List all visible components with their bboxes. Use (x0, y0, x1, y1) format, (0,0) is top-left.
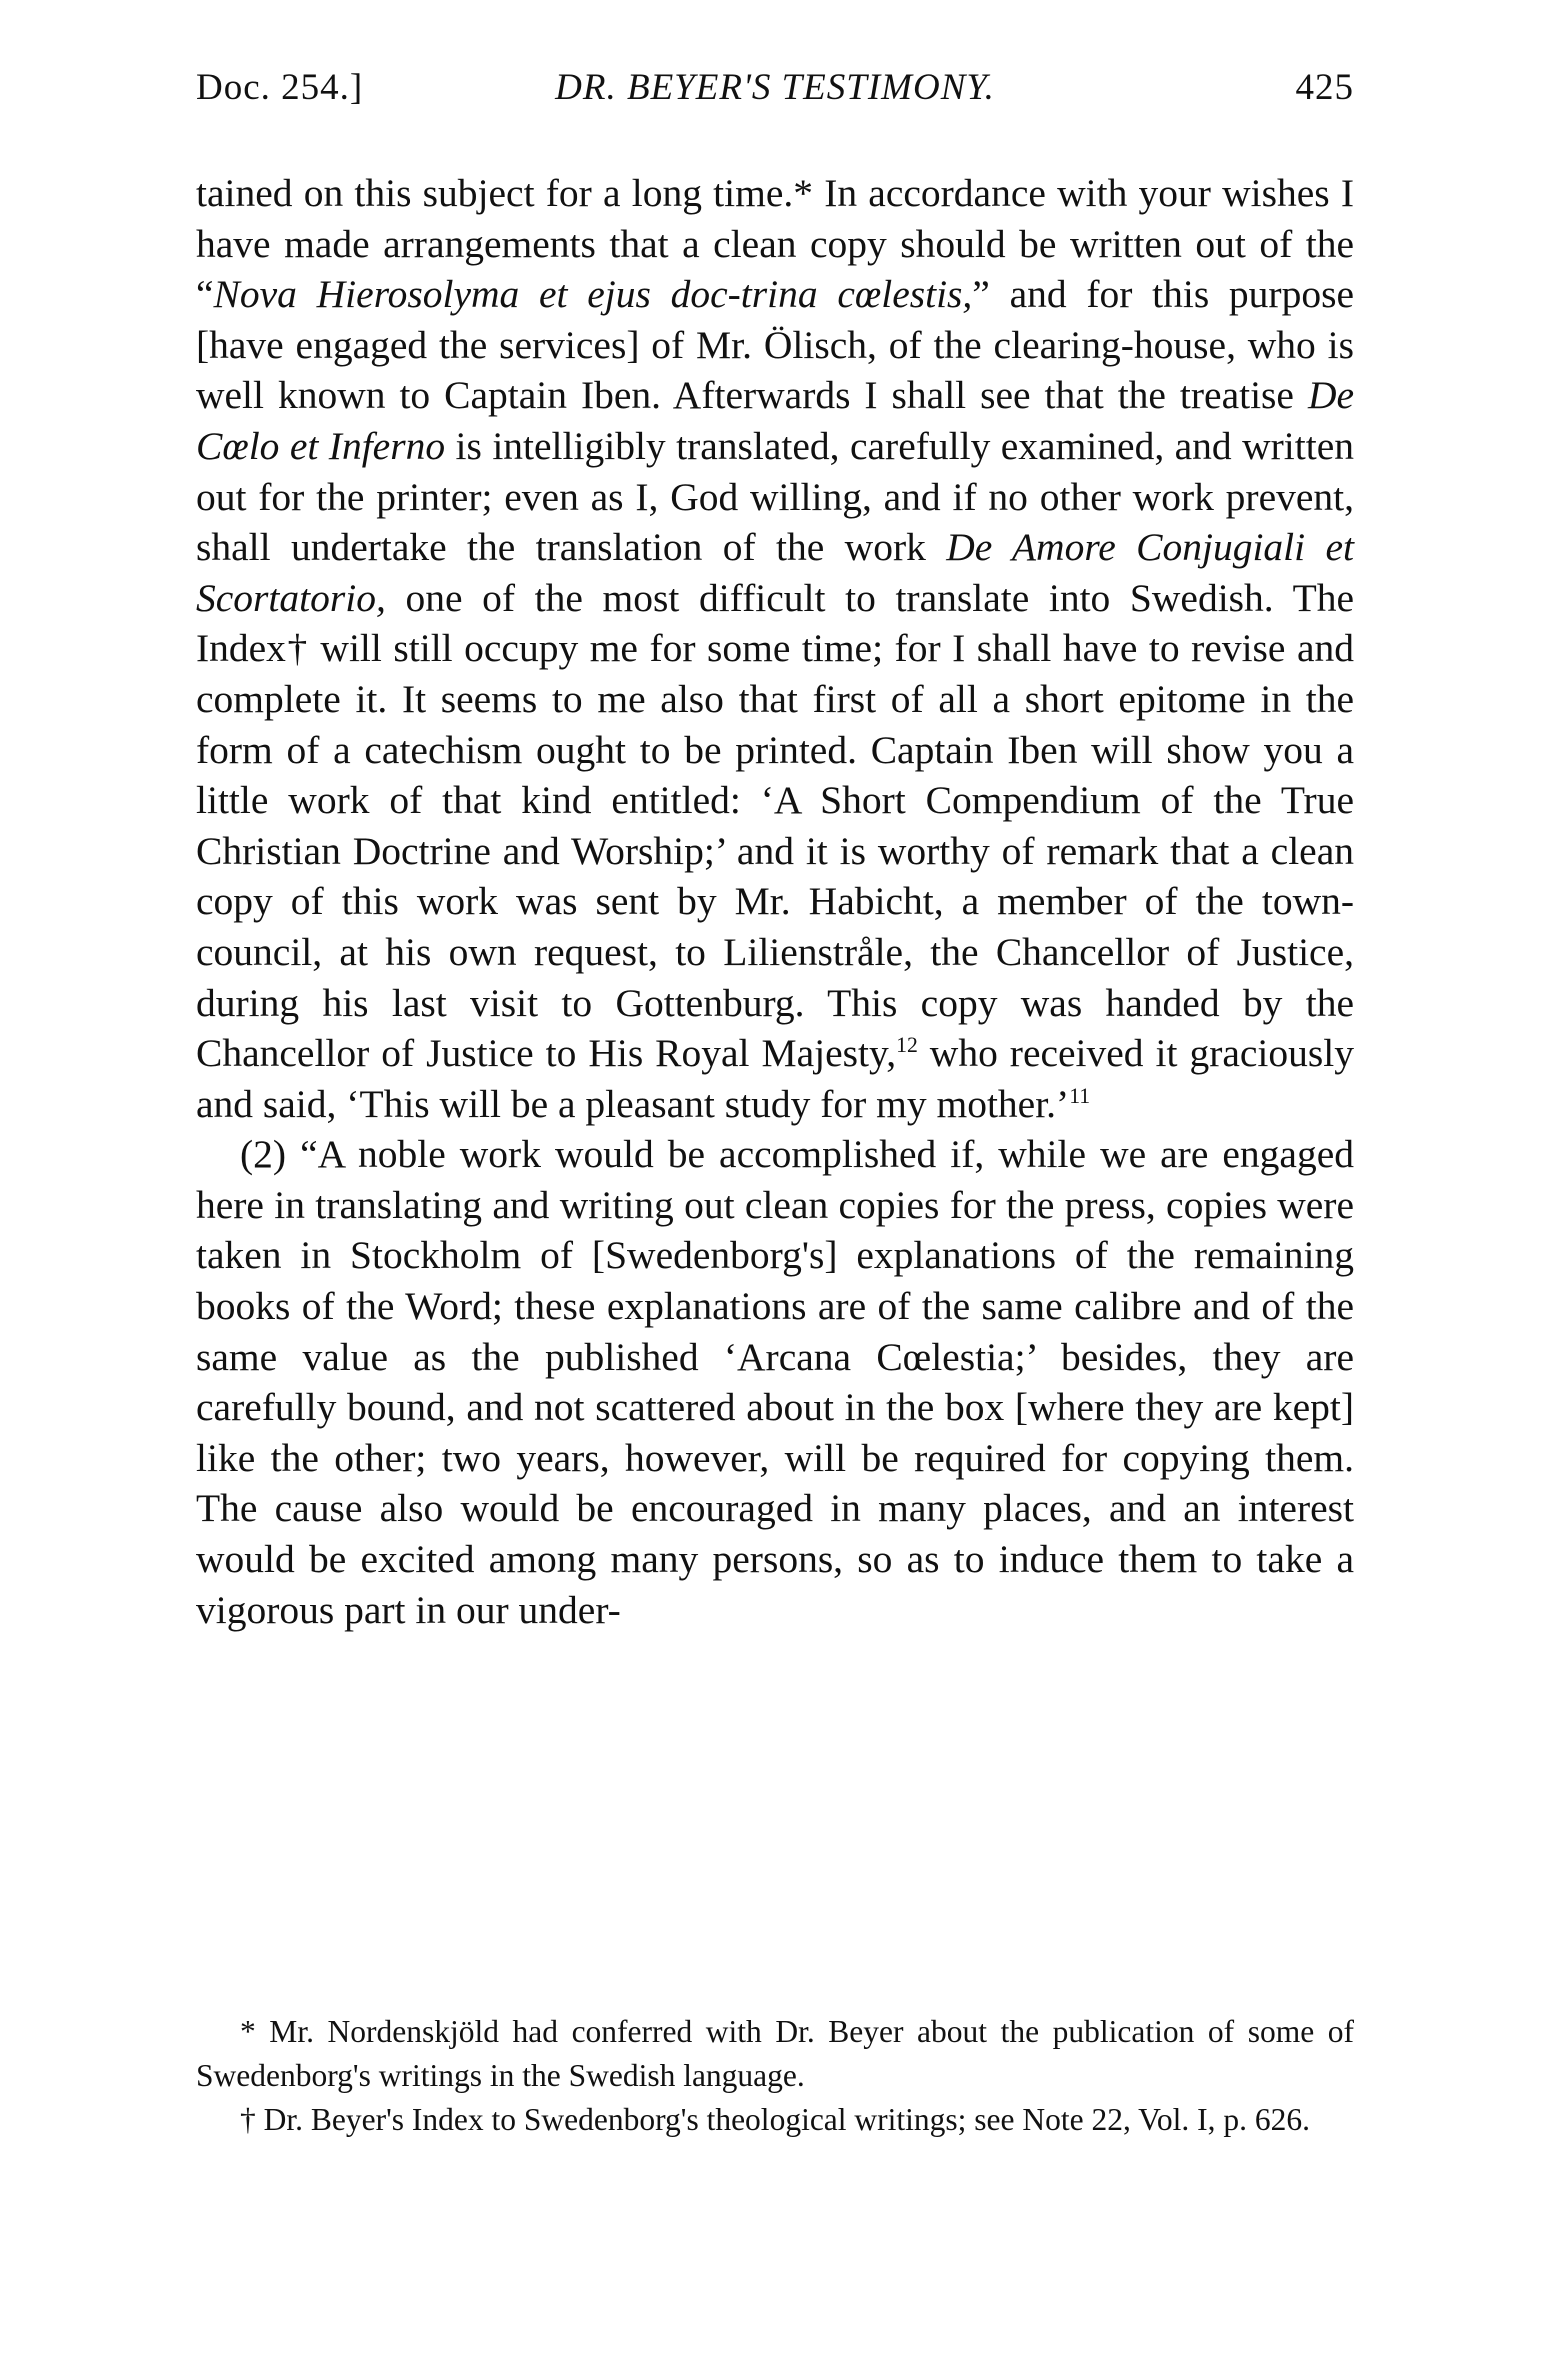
note-ref-12: 12 (896, 1032, 918, 1057)
title-de-amore-conjugiali: De Amore Conjugiali et Scortatorio, (196, 525, 1354, 620)
title-de-coelo-et-inferno: De Cœlo et Inferno (196, 373, 1354, 468)
title-nova-hierosolyma: Nova Hierosolyma et ejus doc-trina cœlestis, (213, 272, 973, 317)
document-number: Doc. 254.] (196, 67, 364, 108)
paragraph-1-text-a: tained on this subject for a long time.* In accordance with your wishes I have made arrangements that a clean copy should be written out of the “ (196, 171, 1354, 317)
body-text (196, 168, 1354, 1635)
paragraph-1-text-c: is intelligibly translated, carefully examined, and written out for the printer; even as I, God willing, and if no other work prevent, shall undertake the translation of the work (196, 423, 1354, 570)
footnote-asterisk: * Mr. Nordenskjöld had conferred with Dr. Beyer about the publication of some of Swedenborg's writings in the Swedish language. (196, 2014, 1354, 2093)
running-title: DR. BEYER'S TESTIMONY. (555, 67, 995, 108)
paragraph-1-text-d: one of the most difficult to translate into Swedish. The Index† will still occupy me for some time; for I shall have to revise and complete it. It seems to me also that first of all a short epitome in the form of a catechism ought to be printed. Captain Iben will show you a little work of that kind entitled: ‘A Short Compendium of the True Christian Doctrine and Worship;’ and it is worthy of remark that a clean copy of this work was sent by Mr. Habicht, a member of the town-council, at his own request, to Lilienstråle, the Chancellor of Justice, during his last visit to Gottenburg. This copy was handed by the Chancellor of Justice to His Royal Majesty, (196, 575, 1354, 1076)
note-ref-11: 11 (1069, 1083, 1091, 1108)
running-header (196, 66, 1354, 126)
footnotes (196, 2010, 1354, 2142)
paragraph-1-text-e: who received it graciously and said, ‘This will be a pleasant study for my mother.’ (196, 1031, 1354, 1126)
paragraph-2: (2) “A noble work would be accomplished if, while we are engaged here in translating and writing out clean copies for the press, copies were taken in Stockholm of [Swedenborg's] explanations of the remaining books of the Word; these explanations are of the same calibre and of the same value as the published ‘Arcana Cœlestia;’ besides, they are carefully bound, and not scattered about in the box [where they are kept] like the other; two years, however, will be required for copying them. The cause also would be encouraged in many places, and an interest would be excited among many persons, so as to induce them to take a vigorous part in our under- (196, 1132, 1354, 1632)
footnote-dagger: † Dr. Beyer's Index to Swedenborg's theological writings; see Note 22, Vol. I, p. 626. (240, 2102, 1310, 2137)
page-number: 425 (1295, 67, 1354, 108)
paragraph-1 (196, 168, 1354, 1129)
paragraph-1-text-b: ” and for this purpose [have engaged the services] of Mr. Ölisch, of the clearing-house, who is well known to Captain Iben. Afterwards I shall see that the treatise (196, 272, 1354, 418)
